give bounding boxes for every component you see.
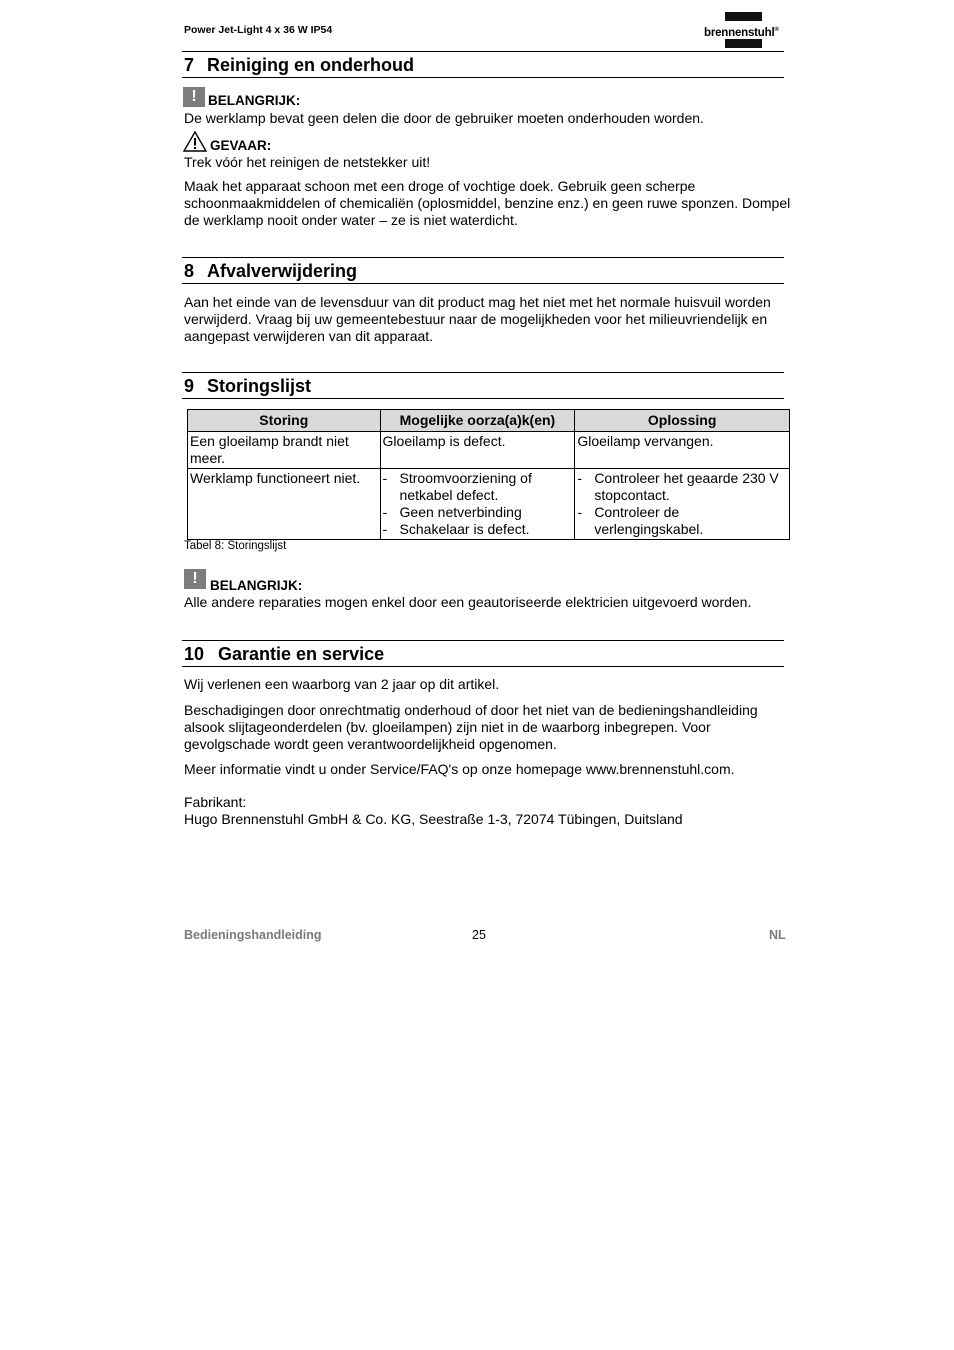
document-title: Power Jet-Light 4 x 36 W IP54 xyxy=(184,24,333,36)
footer-manual-label: Bedieningshandleiding xyxy=(184,928,322,942)
manufacturer-address: Hugo Brennenstuhl GmbH & Co. KG, Seestraße 1-3, 72074 Tübingen, Duitsland xyxy=(184,811,683,827)
footer-language: NL xyxy=(769,928,786,942)
important-icon: ! xyxy=(183,87,205,107)
troubleshooting-table xyxy=(187,409,790,540)
cleaning-paragraph: Maak het apparaat schoon met een droge of vochtige doek. Gebruik geen scherpe schoonmaakmiddelen of chemicaliën (oplosmiddel, benzine enz.) en geen ruwe sponzen. Dompel de werklamp nooit onder water – ze is niet waterdicht. xyxy=(184,178,791,228)
list-item: - Geen netverbinding xyxy=(383,504,573,521)
exclusions-paragraph: Beschadigingen door onrechtmatig onderhoud of door het niet van de bedieningshandleiding alsook slijtageonderdelen (bv. gloeilampen) zijn niet in de waarborg inbegrepen. Voor gevolgschade wordt geen verantwoordelijkheid opgenomen. xyxy=(184,702,758,752)
important-text: Alle andere reparaties mogen enkel door een geautoriseerde elektricien uitgevoerd worden. xyxy=(184,594,752,610)
header-rule xyxy=(182,51,784,52)
disposal-paragraph: Aan het einde van de levensduur van dit product mag het niet met het normale huisvuil worden verwijderd. Vraag bij uw gemeentebestuur naar de mogelijkheden voor het milieuvriendelijk en aangepast verwijderen van dit apparaat. xyxy=(184,294,771,344)
danger-text: Trek vóór het reinigen de netstekker uit! xyxy=(184,154,431,170)
section-8-heading: 8 Afvalverwijdering xyxy=(184,261,358,281)
important-label: BELANGRIJK: xyxy=(210,578,303,593)
warranty-paragraph: Wij verlenen een waarborg van 2 jaar op dit artikel. xyxy=(184,676,500,692)
section-7-heading: 7 Reiniging en onderhoud xyxy=(184,55,414,75)
info-paragraph: Meer informatie vindt u onder Service/FAQ's op onze homepage www.brennenstuhl.com. xyxy=(184,761,735,777)
column-header-storing: Storing xyxy=(188,410,381,432)
table-cell xyxy=(380,469,575,540)
page-number: 25 xyxy=(472,928,486,942)
table-row xyxy=(188,469,790,540)
brennenstuhl-logo: brennenstuhl® xyxy=(704,12,788,50)
list-item: - Stroomvoorziening of netkabel defect. xyxy=(383,470,573,504)
table-header-row xyxy=(188,410,790,432)
list-item: - Controleer de verlengingskabel. xyxy=(577,504,787,538)
section-9-heading: 9 Storingslijst xyxy=(184,376,312,396)
column-header-oorzaak: Mogelijke oorza(a)k(en) xyxy=(380,410,575,432)
table-caption: Tabel 8: Storingslijst xyxy=(184,540,287,552)
danger-label: GEVAAR: xyxy=(210,138,272,153)
table-cell: Gloeilamp is defect. xyxy=(380,432,575,469)
column-header-oplossing: Oplossing xyxy=(575,410,790,432)
list-item: - Schakelaar is defect. xyxy=(383,521,573,538)
list-item: - Controleer het geaarde 230 V stopcontact. xyxy=(577,470,787,504)
table-cell: Werklamp functioneert niet. xyxy=(188,469,381,540)
important-label: BELANGRIJK: xyxy=(208,93,301,108)
important-text: De werklamp bevat geen delen die door de gebruiker moeten onderhouden worden. xyxy=(184,110,704,126)
table-cell: Een gloeilamp brandt niet meer. xyxy=(188,432,381,469)
table-cell xyxy=(575,469,790,540)
warning-triangle-icon xyxy=(183,131,207,152)
table-cell: Gloeilamp vervangen. xyxy=(575,432,790,469)
manufacturer-label: Fabrikant: xyxy=(184,794,247,810)
table-row xyxy=(188,432,790,469)
important-icon: ! xyxy=(184,569,206,589)
section-10-heading: 10 Garantie en service xyxy=(184,644,385,664)
